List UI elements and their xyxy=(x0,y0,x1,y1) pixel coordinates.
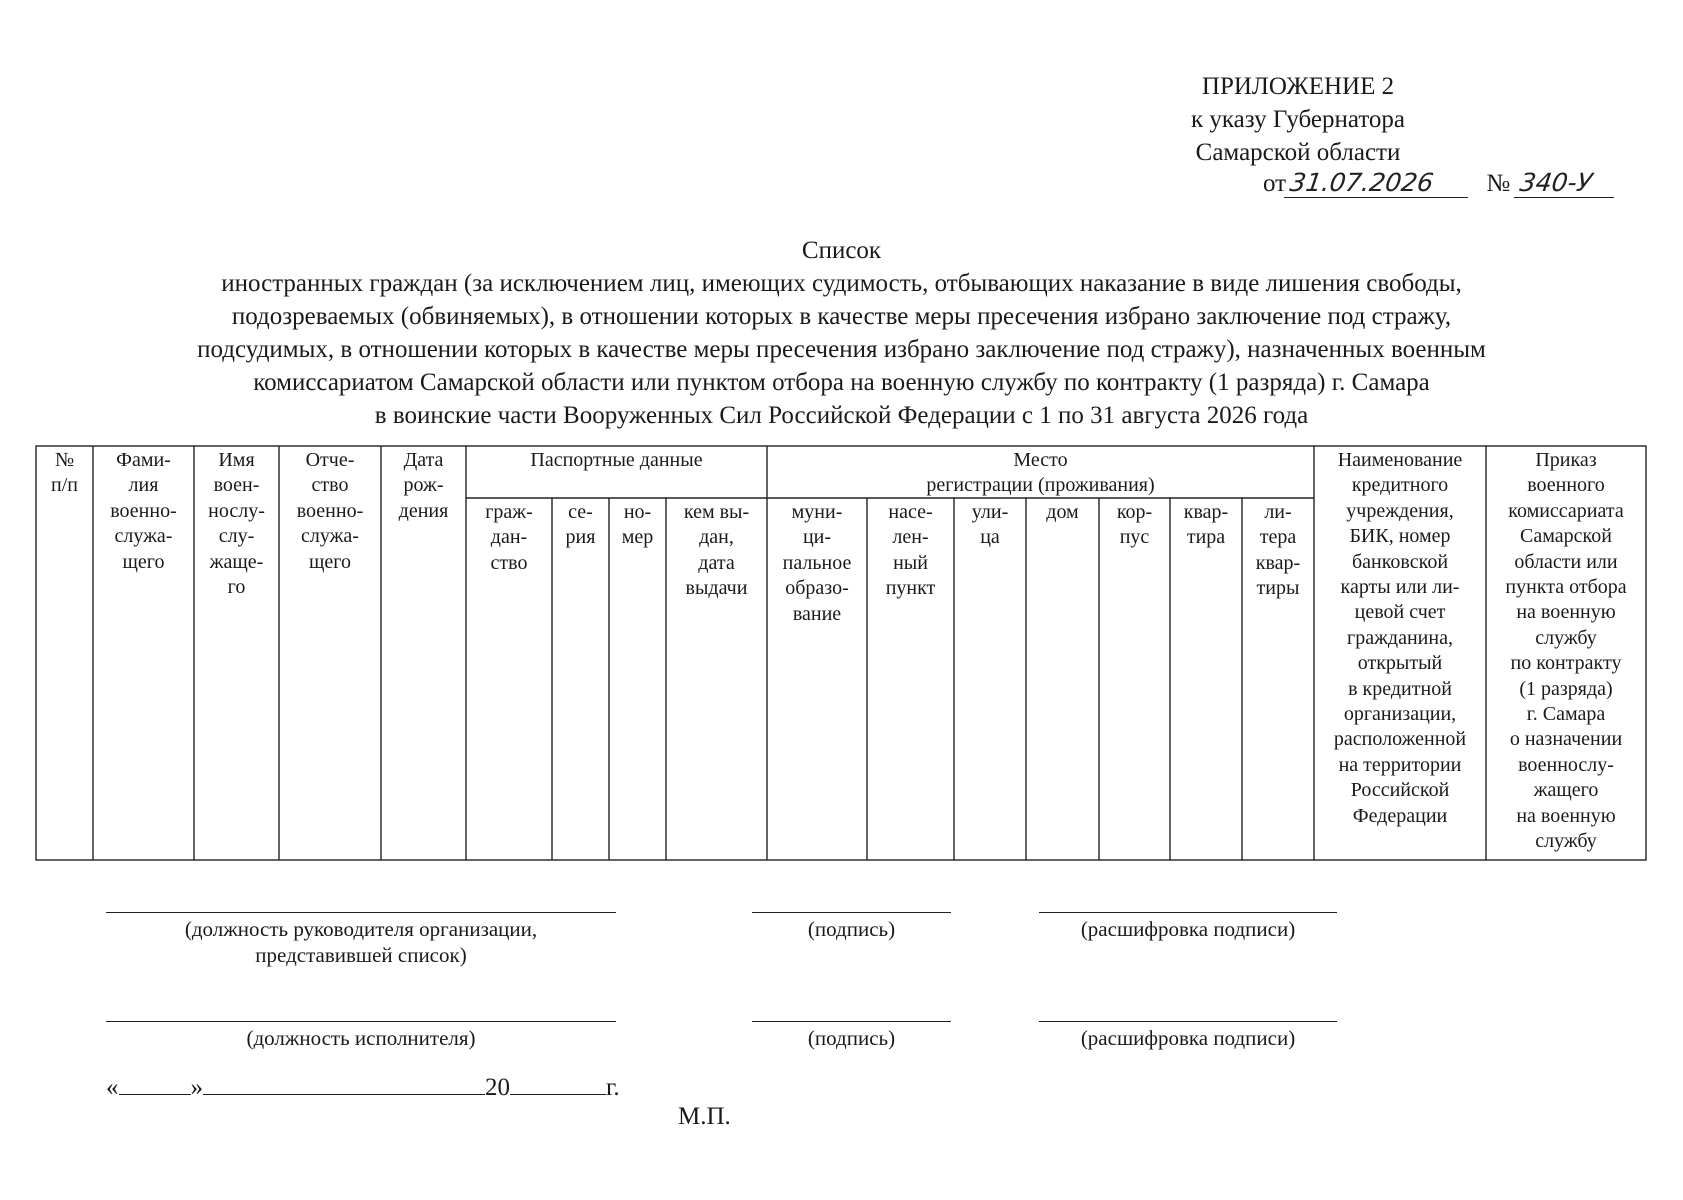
column-group-passport: Паспортные данные xyxy=(530,449,703,471)
title-line-1: иностранных граждан (за исключением лиц, имеющих судимость, отбывающих наказание в виде лишения свободы, xyxy=(221,270,1462,297)
date-close-quote: » xyxy=(190,1074,203,1101)
handwritten-number: 340-У xyxy=(1514,168,1618,198)
date-open-quote: « xyxy=(106,1074,119,1101)
column-header-street: ули- ца xyxy=(971,501,1009,549)
column-header-patronymic: Отче- ство военно- служа- щего xyxy=(296,449,364,573)
column-group-registration: Место регистрации (проживания) xyxy=(926,449,1155,497)
title-line-2: подозреваемых (обвиняемых), в отношении которых в качестве меры пресечения избрано заключение под стражу, xyxy=(231,303,1452,330)
column-header-apartment-letter: ли- тера квар- тиры xyxy=(1255,501,1301,600)
date-prefix: от xyxy=(1263,170,1287,197)
title-line-3: подсудимых, в отношении которых в качестве меры пресечения избрано заключение под стражу), назначенных военным xyxy=(197,336,1486,363)
year-blank xyxy=(510,1072,606,1095)
signature-line-2 xyxy=(752,1021,951,1022)
column-header-surname: Фами- лия военно- служа- щего xyxy=(110,449,177,573)
column-header-locality: насе- лен- ный пункт xyxy=(885,501,936,600)
appendix-line-2: к указу Губернатора xyxy=(1190,106,1406,133)
decoding-line-1 xyxy=(1039,912,1337,913)
caption-head-signature: (подпись) xyxy=(807,917,896,941)
stamp-place: М.П. xyxy=(678,1103,731,1130)
caption-head-position: (должность руководителя организации, представившей список) xyxy=(184,917,538,967)
number-sign: № xyxy=(1486,170,1511,197)
column-header-birthdate: Дата рож- дения xyxy=(398,449,449,522)
column-header-bank: Наименование кредитного учреждения, БИК, номер банковской карты или ли- цевой счет гражданина, открытый в кредитной организации, расположенной на территории Российской Федерации xyxy=(1333,449,1467,827)
appendix-line-3: Самарской области xyxy=(1195,139,1401,166)
handwritten-date: 31.07.2026 xyxy=(1284,168,1472,198)
title-heading: Список xyxy=(801,237,882,264)
column-header-municipality: муни- ци- пальное образо- вание xyxy=(782,501,852,625)
year-prefix: 20 xyxy=(485,1074,510,1101)
column-header-series: се- рия xyxy=(565,501,596,549)
column-header-issued-by: кем вы- дан, дата выдачи xyxy=(683,501,750,600)
column-header-name: Имя воен- нослу- слу- жаще- го xyxy=(208,449,265,599)
column-header-order: Приказ военного комиссариата Самарской области или пункта отбора на военную службу по контракту (1 разряда) г. Самара о назначении военнослу- жащего на военную службу xyxy=(1505,449,1627,853)
column-header-passport-number: но- мер xyxy=(621,501,654,549)
day-blank xyxy=(119,1072,191,1095)
decoding-line-2 xyxy=(1039,1021,1337,1022)
appendix-line-1: ПРИЛОЖЕНИЕ 2 xyxy=(1201,73,1395,100)
column-header-building: кор- пус xyxy=(1116,501,1153,549)
month-blank xyxy=(203,1072,485,1095)
caption-executor-position: (должность исполнителя) xyxy=(246,1026,476,1050)
position-line-2 xyxy=(106,1021,616,1022)
title-line-4: комиссариатом Самарской области или пунктом отбора на военную службу по контракту (1 разряда) г. Самара xyxy=(253,369,1430,396)
column-header-house: дом xyxy=(1046,501,1079,523)
caption-head-decoding: (расшифровка подписи) xyxy=(1080,917,1296,941)
caption-executor-decoding: (расшифровка подписи) xyxy=(1080,1026,1296,1050)
title-line-5: в воинские части Вооруженных Сил Российской Федерации с 1 по 31 августа 2026 года xyxy=(374,402,1309,429)
column-header-apartment: квар- тира xyxy=(1183,501,1229,549)
date-footer xyxy=(106,1072,620,1102)
column-header-number: № п/п xyxy=(51,449,78,497)
year-suffix: г. xyxy=(606,1074,620,1101)
caption-executor-signature: (подпись) xyxy=(807,1026,896,1050)
column-header-citizenship: граж- дан- ство xyxy=(485,501,533,574)
position-line-1 xyxy=(106,912,616,913)
signature-line-1 xyxy=(752,912,951,913)
